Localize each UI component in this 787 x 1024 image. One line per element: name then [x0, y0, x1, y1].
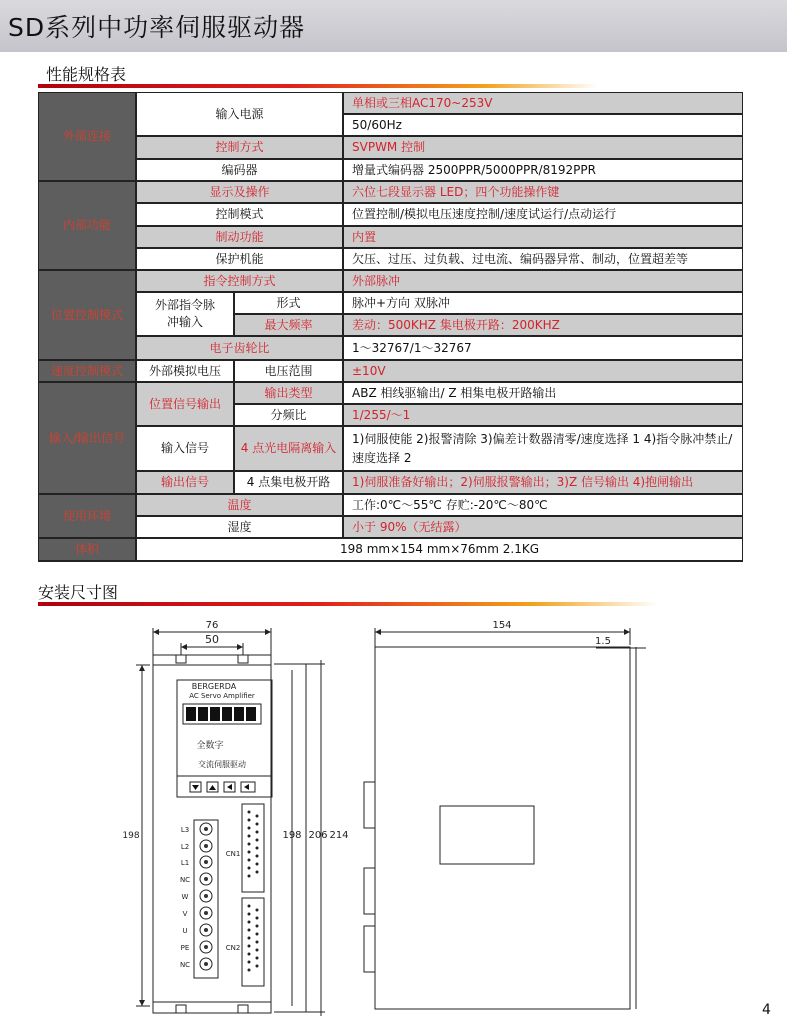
vol-value: 198 mm×154 mm×76mm 2.1KG: [137, 539, 742, 560]
category-internal: 内部功能: [39, 182, 135, 269]
spec-section-bar: [38, 84, 598, 88]
terminal-label: PE: [180, 944, 190, 952]
protect-label: 保护机能: [137, 249, 342, 269]
page-number: 4: [762, 1002, 771, 1018]
oc-label: 4 点集电极开路: [235, 472, 342, 493]
vrange-label: 电压范围: [235, 361, 342, 381]
vrange-value: ±10V: [344, 361, 742, 381]
dims-section-bar: [38, 602, 658, 606]
brand-text: BERGERDA: [191, 682, 237, 691]
category-volume: 体积: [39, 539, 135, 560]
out-sig-label: 输出信号: [137, 472, 233, 493]
dim-198-label: 198: [282, 830, 302, 841]
cmd-label: 指令控制方式: [137, 271, 342, 291]
dim-214-label: 214: [329, 830, 349, 841]
dim-154-label: 154: [492, 620, 512, 631]
power-value-2: 50/60Hz: [344, 115, 742, 135]
terminal-label: W: [181, 893, 189, 901]
terminal-label: L2: [180, 843, 190, 851]
category-speed: 速度控制模式: [39, 361, 135, 381]
form-label: 形式: [235, 293, 342, 313]
hum-value: 小于 90%（无结露）: [344, 517, 742, 537]
mode-label: 控制模式: [137, 204, 342, 225]
optical-label: 4 点光电隔离输入: [235, 427, 342, 470]
model-text: AC Servo Amplifier: [189, 692, 255, 700]
div-value: 1/255/～1: [344, 405, 742, 425]
encoder-value: 增量式编码器 2500PPR/5000PPR/8192PPR: [344, 160, 742, 180]
category-env: 使用环境: [39, 495, 135, 537]
in-sig-label: 输入信号: [137, 427, 233, 470]
out-type-value: ABZ 相线驱输出/ Z 相集电极开路输出: [344, 383, 742, 403]
gear-label: 电子齿轮比: [137, 337, 342, 359]
digital-text: 全数字: [196, 741, 224, 751]
category-io: 输入/输出信号: [39, 383, 135, 493]
display-value: 六位七段显示器 LED；四个功能操作键: [344, 182, 742, 202]
category-position: 位置控制模式: [39, 271, 135, 359]
dim-1-5-label: 1.5: [595, 636, 611, 647]
power-label: 输入电源: [137, 93, 342, 135]
protect-value: 欠压、过压、过负载、过电流、编码器异常、制动，位置超差等: [344, 249, 742, 269]
analog-label: 外部模拟电压: [137, 361, 233, 381]
control-label: 控制方式: [137, 137, 342, 158]
terminal-label: NC: [179, 961, 191, 969]
maxfreq-value: 差动：500KHZ 集电极开路：200KHZ: [344, 315, 742, 335]
form-value: 脉冲+方向 双脉冲: [344, 293, 742, 313]
encoder-label: 编码器: [137, 160, 342, 180]
terminal-label: L1: [180, 859, 190, 867]
terminal-label: V: [182, 910, 188, 918]
div-label: 分频比: [235, 405, 342, 425]
dim-198-left-label: 198: [122, 831, 140, 841]
in-sig-value: 1)伺服使能 2)报警清除 3)偏差计数器清零/速度选择 1 4)指令脉冲禁止/速度选择 2: [344, 427, 742, 470]
out-sig-value: 1)伺服准备好输出；2)伺服报警输出；3)Z 信号输出 4)抱闸输出: [344, 472, 742, 493]
dim-76-label: 76: [205, 620, 219, 631]
display-label: 显示及操作: [137, 182, 342, 202]
hum-label: 湿度: [137, 517, 342, 537]
mode-value: 位置控制/模拟电压速度控制/速度试运行/点动运行: [344, 204, 742, 225]
ext-pulse-label: 外部指令脉冲输入: [137, 293, 233, 335]
temp-label: 温度: [137, 495, 342, 515]
cn1-label: CN1: [225, 850, 241, 858]
dim-206-label: 206: [308, 830, 328, 841]
temp-value: 工作:0℃～55℃ 存贮:-20℃～80℃: [344, 495, 742, 515]
cn2-label: CN2: [225, 944, 241, 952]
ac-servo-text: 交流伺服驱动: [198, 760, 246, 769]
dim-50-label: 50: [205, 633, 219, 646]
terminal-label: U: [182, 927, 188, 935]
power-value-1: 单相或三相AC170~253V: [344, 93, 742, 113]
maxfreq-label: 最大频率: [235, 315, 342, 335]
page-title: SD系列中功率伺服驱动器: [8, 13, 306, 42]
cmd-value: 外部脉冲: [344, 271, 742, 291]
terminal-label: L3: [180, 826, 190, 834]
terminal-label: NC: [179, 876, 191, 884]
spec-section-title: 性能规格表: [46, 65, 127, 84]
out-type-label: 输出类型: [235, 383, 342, 403]
spec-table: [38, 92, 743, 562]
brake-label: 制动功能: [137, 227, 342, 247]
dims-section-title: 安装尺寸图: [38, 583, 119, 602]
control-value: SVPWM 控制: [344, 137, 742, 158]
gear-value: 1～32767/1～32767: [344, 337, 742, 359]
category-external: 外部连接: [39, 93, 135, 180]
dimension-drawing: [0, 608, 787, 1024]
pos-out-label: 位置信号输出: [137, 383, 233, 425]
brake-value: 内置: [344, 227, 742, 247]
